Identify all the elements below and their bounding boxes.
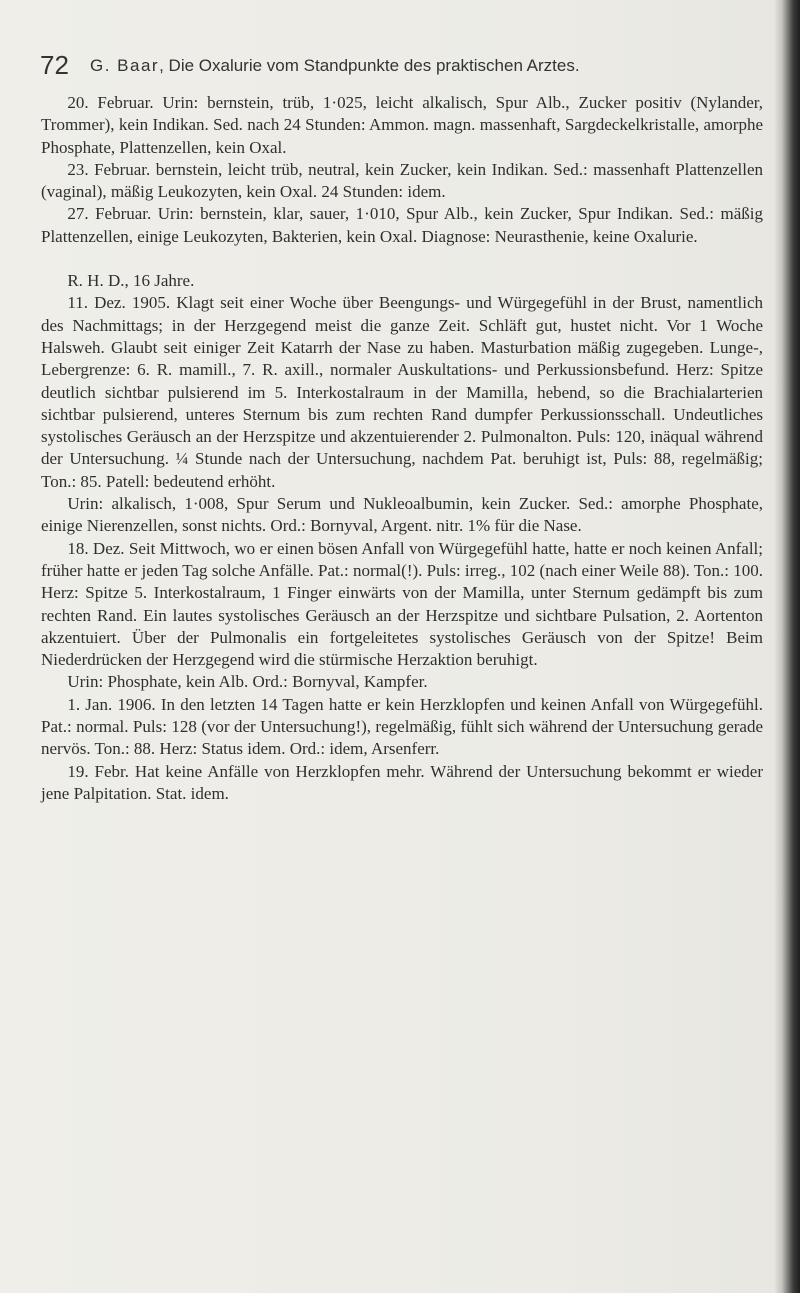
paragraph-dec-11: 11. Dez. 1905. Klagt seit einer Woche über Beengungs- und Würgegefühl in der Brust, namentlich des Nachmittags; in der Herzgegend meist die ganze Zeit. Schläft gut, hustet nicht. Vor 1 Woche Halsweh. Glaubt seit einiger Zeit Katarrh der Nase zu haben. Masturbation mäßig zugegeben. Lunge-, Lebergrenze: 6. R. mamill., 7. R. axill., normaler Auskultations- und Perkussionsbefund. Herz: Spitze deutlich sichtbar pulsierend im 5. Interkostalraum in der Mamilla, hebend, so die Brachialarterien sichtbar pulsierend, unteres Sternum bis zum rechten Rand dumpfer Perkussionsschall. Undeutliches systolisches Geräusch an der Herzspitze und akzentuierender 2. Pulmonalton. Puls: 120, inäqual während der Untersuchung. ¼ Stunde nach der Untersuchung, nachdem Pat. beruhigt ist, Puls: 88, regelmäßig; Ton.: 85. Patell: bedeutend erhöht. <box>41 293 763 491</box>
paragraph-feb-19: 19. Febr. Hat keine Anfälle von Herzklopfen mehr. Während der Untersuchung bekommt er wieder jene Palpitation. Stat. idem. <box>41 761 763 803</box>
page-number: 72 <box>40 50 69 80</box>
running-head-author: G. Baar <box>90 56 160 75</box>
paragraph-feb-20: 20. Februar. Urin: bernstein, trüb, 1·025, leicht alkalisch, Spur Alb., Zucker positiv (Nylander, Trommer), kein Indikan. Sed. nach 24 Stunden: Ammon. magn. massenhaft, Sargdeckelkristalle, amorphe Phosphate, Plattenzellen, kein Oxal. <box>41 93 763 157</box>
body-text <box>41 92 763 805</box>
paragraph-urin-2: Urin: Phosphate, kein Alb. Ord.: Bornyval, Kampfer. <box>67 672 428 692</box>
running-head <box>90 56 580 76</box>
case-heading: R. H. D., 16 Jahre. <box>67 271 195 291</box>
page-header <box>40 50 760 90</box>
paragraph-feb-23: 23. Februar. bernstein, leicht trüb, neutral, kein Zucker, kein Indikan. Sed.: massenhaft Plattenzellen (vaginal), mäßig Leukozyten, kein Oxal. 24 Stunden: idem. <box>41 159 763 202</box>
paragraph-urin-1: Urin: alkalisch, 1·008, Spur Serum und Nukleoalbumin, kein Zucker. Sed.: amorphe Phosphate, einige Nierenzellen, sonst nichts. Ord.: Bornyval, Argent. nitr. 1% für die Nase. <box>41 494 763 536</box>
paragraph-jan-1: 1. Jan. 1906. In den letzten 14 Tagen hatte er kein Herzklopfen und keinen Anfall von Würgegefühl. Pat.: normal. Puls: 128 (vor der Untersuchung!), regelmäßig, fühlt sich während der Untersuchung gerade nervös. Ton.: 88. Herz: Status idem. Ord.: idem, Arsenferr. <box>41 694 763 759</box>
binding-edge <box>774 0 800 1293</box>
paragraph-feb-27: 27. Februar. Urin: bernstein, klar, sauer, 1·010, Spur Alb., kein Zucker, Spur Indikan. Sed.: mäßig Plattenzellen, einige Leukozyten, Bakterien, kein Oxal. Diagnose: Neurasthenie, keine Oxalurie. <box>41 204 763 246</box>
paragraph-dec-18: 18. Dez. Seit Mittwoch, wo er einen bösen Anfall von Würgegefühl hatte, hatte er noch keinen Anfall; früher hatte er jeden Tag solche Anfälle. Pat.: normal(!). Puls: irreg., 102 (nach einer Weile 88). Ton.: 100. Herz: Spitze 5. Interkostalraum, 1 Finger einwärts von der Mamilla, unter Sternum gedämpft bis zum rechten Rand. Ein lautes systolisches Geräusch an der Herzspitze und sichtbare Pulsation, 2. Aortenton akzentuiert. Über der Pulmonalis ein fortgeleitetes systolisches Geräusch von der Spitze! Beim Niederdrücken der Herzgegend wird die stürmische Herzaktion beruhigt. <box>41 538 763 670</box>
running-head-title: , Die Oxalurie vom Standpunkte des praktischen Arztes. <box>159 56 580 75</box>
